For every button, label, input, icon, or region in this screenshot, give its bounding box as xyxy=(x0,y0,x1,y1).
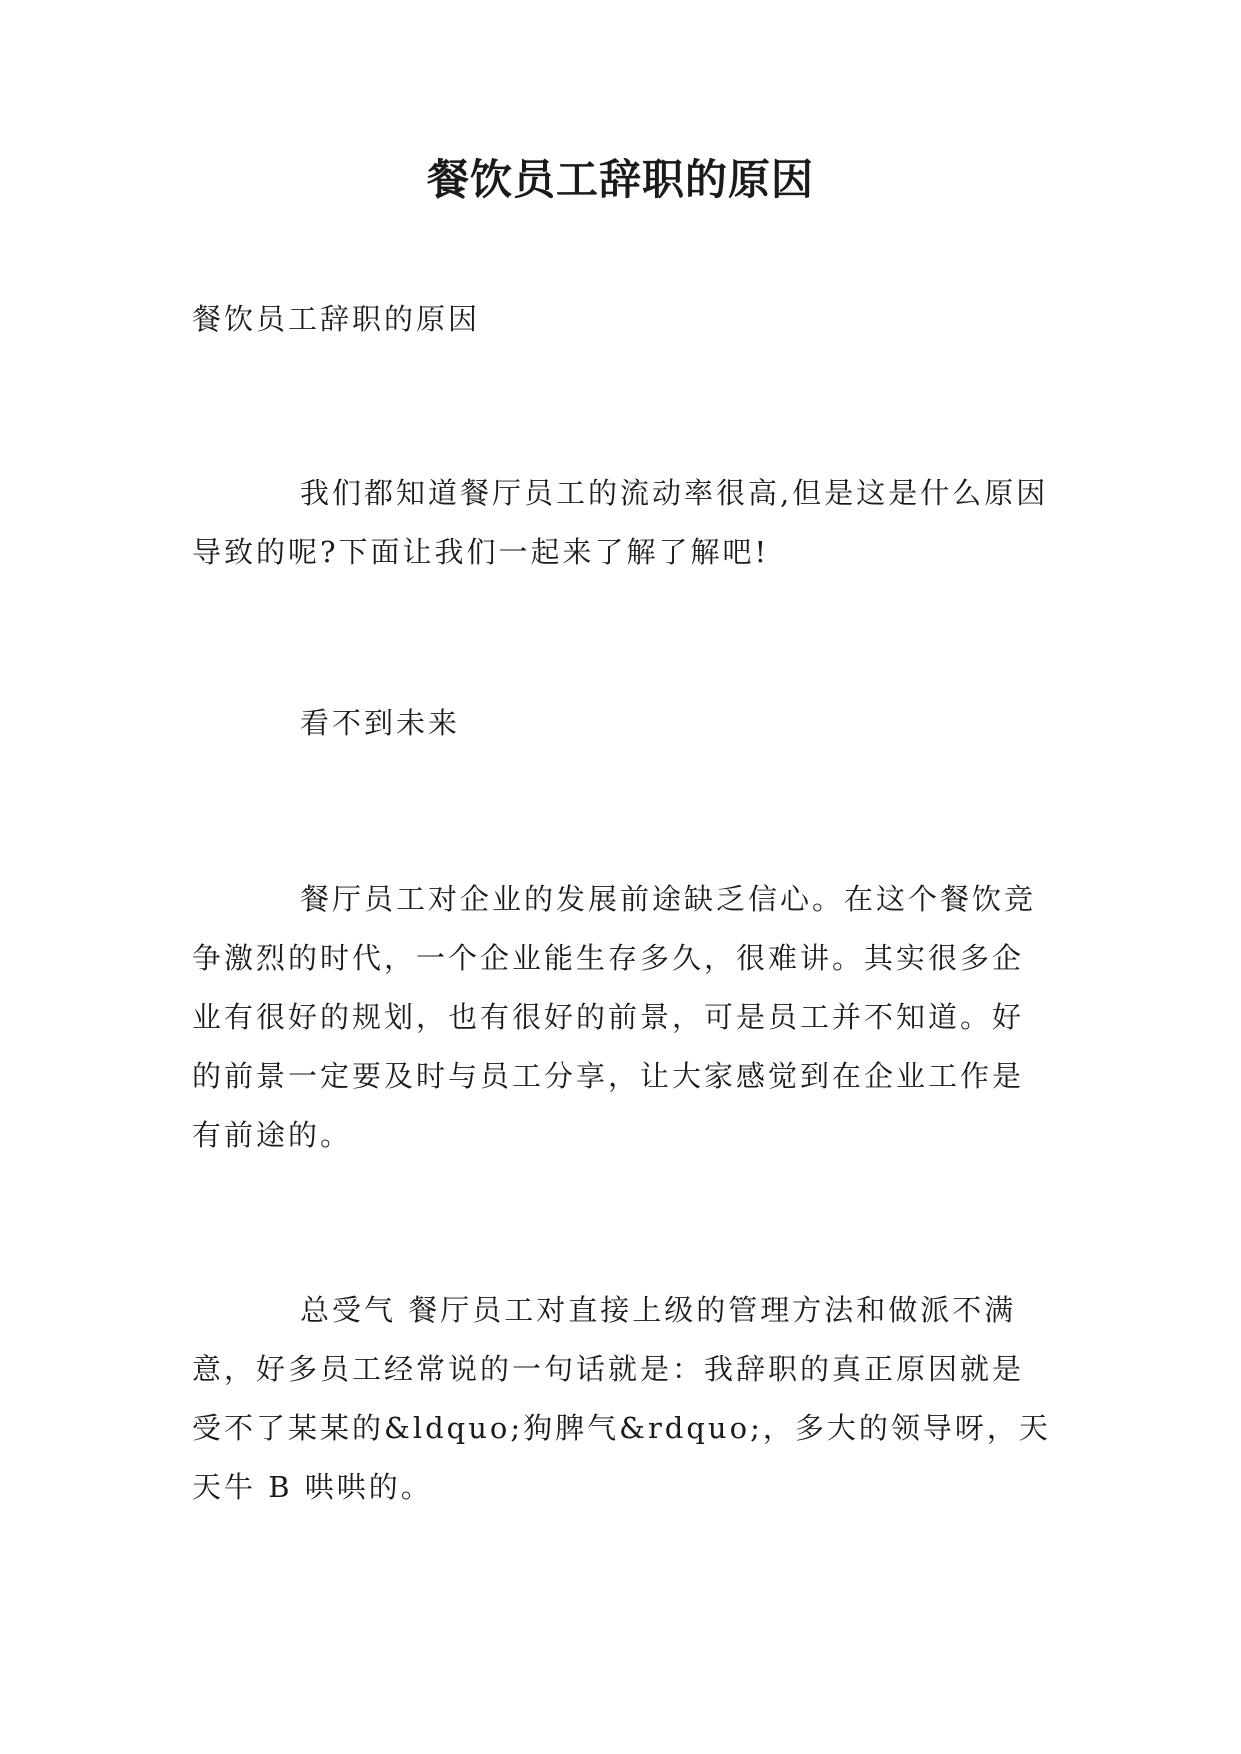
document-subtitle: 餐饮员工辞职的原因 xyxy=(192,302,481,336)
document-title: 餐饮员工辞职的原因 xyxy=(426,155,814,204)
paragraph-intro: 我们都知道餐厅员工的流动率很高,但是这是什么原因导致的呢?下面让我们一起来了解了解吧! xyxy=(192,476,1049,569)
paragraph-future: 餐厅员工对企业的发展前途缺乏信心。在这个餐饮竞争激烈的时代，一个企业能生存多久，很难讲。其实很多企业有很好的规划，也有很好的前景，可是员工并不知道。好的前景一定要及时与员工分享，让大家感觉到在企业工作是有前途的。 xyxy=(192,882,1037,1152)
section-heading-future: 看不到未来 xyxy=(300,706,461,740)
paragraph-angry: 总受气 餐厅员工对直接上级的管理方法和做派不满意，好多员工经常说的一句话就是：我辞职的真正原因就是受不了某某的&ldquo;狗脾气&rdquo;，多大的领导呀，天天牛 B 哄哄的。 xyxy=(192,1293,1051,1504)
